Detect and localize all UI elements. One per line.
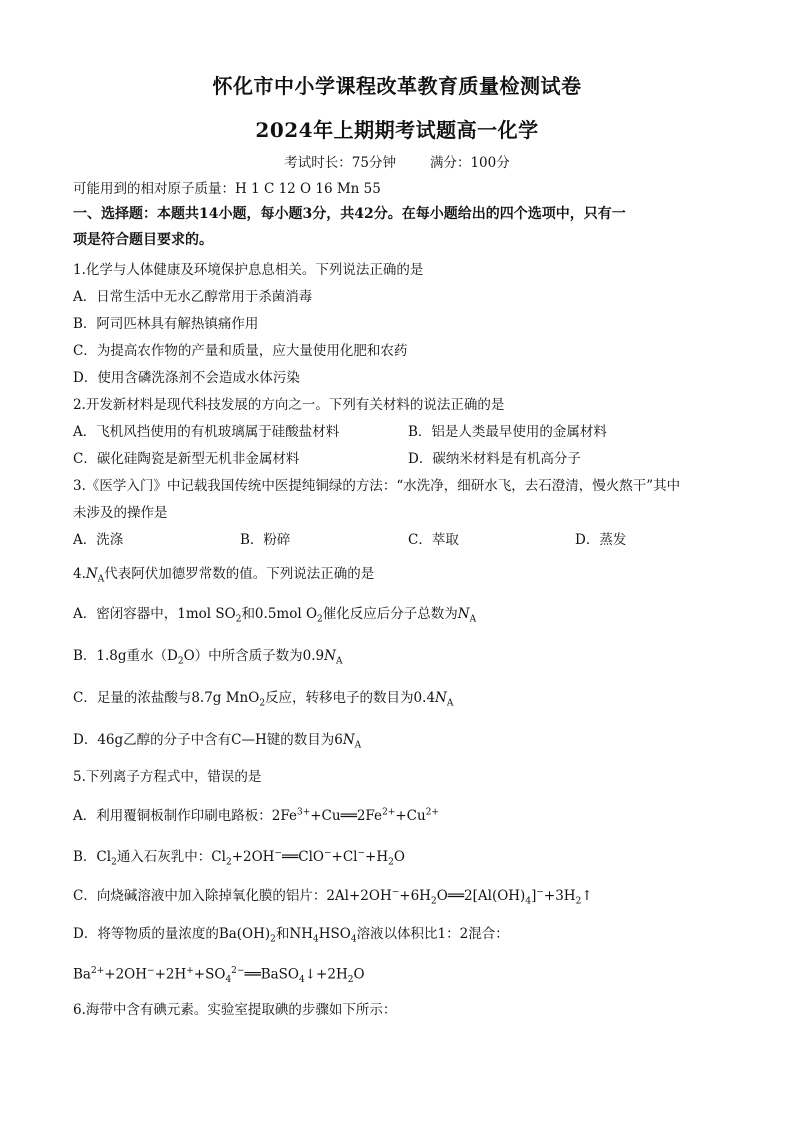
q3-option-d: D．蒸发 xyxy=(575,532,627,548)
exam-subtitle: 2024年上期期考试题高一化学 xyxy=(255,118,539,142)
q5-stem: 5.下列离子方程式中，错误的是 xyxy=(73,769,262,785)
atomic-mass-line: 可能用到的相对原子质量：H 1 C 12 O 16 Mn 55 xyxy=(73,181,381,197)
q5-option-d: D．将等物质的量浓度的$Ba(OH)_2$和$NH_4HSO_4$溶液以体积比1：2混合： xyxy=(73,926,509,945)
q4-option-a: A．密闭容器中，1mol $SO_2$和0.5mol $O_2$催化反应后分子总数为$N_A$ xyxy=(73,606,477,625)
q2-option-d: D．碳纳米材料是有机高分子 xyxy=(408,451,581,467)
section-heading-line2: 项是符合题目要求的。 xyxy=(73,232,213,248)
q4-option-c: C．足量的浓盐酸与8.7g MnO$_2$反应，转移电子的数目为$0.4N_A$ xyxy=(73,690,454,709)
q5-option-c: C．向烧碱溶液中加入除掉氧化膜的铝片：$2Al+2OH^-+6H_2O══2[Al(OH)_4]^-+3H_2↑$ xyxy=(73,887,593,907)
q3-stem-line1: 3.《医学入门》中记载我国传统中医提纯铜绿的方法：“水洗净，细研水飞，去石澄清，慢火熬干”其中 xyxy=(73,478,681,494)
q5-option-b: B．$Cl_2$通入石灰乳中：$Cl_2+2OH^-══ClO^-+Cl^-+H_2O$ xyxy=(73,848,405,868)
q4-option-b: B．1.8g重水$(D_2O)$中所含质子数为$0.9N_A$ xyxy=(73,648,343,667)
q5-option-a: A．利用覆铜板制作印刷电路板：$2Fe^{3+}+Cu══2Fe^{2+}+Cu^{2+}$ xyxy=(73,807,439,824)
section-heading-line1: 一、选择题：本题共14小题，每小题3分，共42分。在每小题给出的四个选项中，只有一 xyxy=(73,206,626,222)
q1-option-d: D．使用含磷洗涤剂不会造成水体污染 xyxy=(73,370,300,386)
time-label: 考试时长：75分钟 xyxy=(284,155,396,171)
q4-stem: $4.N_A$代表阿伏加德罗常数的值。下列说法正确的是 xyxy=(73,566,375,585)
exam-title: 怀化市中小学课程改革教育质量检测试卷 xyxy=(212,74,582,98)
q4-option-d: D．46g乙醇的分子中含有C—H键的数目为$6N_A$ xyxy=(73,732,362,751)
q3-option-b: B．粉碎 xyxy=(240,532,291,548)
q6-stem: 6.海带中含有碘元素。实验室提取碘的步骤如下所示： xyxy=(73,1002,397,1018)
q1-stem: 1.化学与人体健康及环境保护息息相关。下列说法正确的是 xyxy=(73,262,424,278)
q2-stem: 2.开发新材料是现代科技发展的方向之一。下列有关材料的说法正确的是 xyxy=(73,397,505,413)
exam-info xyxy=(0,151,794,171)
q3-option-c: C．萃取 xyxy=(408,532,459,548)
q5-option-d-equation: $Ba^{2+}+2OH^-+2H^++SO_4^{2-}══BaSO_4↓+2H_2O$ xyxy=(73,966,365,986)
q1-option-c: C．为提高农作物的产量和质量，应大量使用化肥和农药 xyxy=(73,343,408,359)
score-label: 满分：100分 xyxy=(429,155,510,171)
q1-option-b: B．阿司匹林具有解热镇痛作用 xyxy=(73,316,259,332)
q2-option-b: B．铝是人类最早使用的金属材料 xyxy=(408,424,607,440)
q2-option-a: A．飞机风挡使用的有机玻璃属于硅酸盐材料 xyxy=(73,424,340,440)
q1-option-a: A．日常生活中无水乙醇常用于杀菌消毒 xyxy=(73,289,313,305)
q2-option-c: C．碳化硅陶瓷是新型无机非金属材料 xyxy=(73,451,300,467)
q3-option-a: A．洗涤 xyxy=(73,532,124,548)
q3-stem-line2: 未涉及的操作是 xyxy=(73,505,168,521)
